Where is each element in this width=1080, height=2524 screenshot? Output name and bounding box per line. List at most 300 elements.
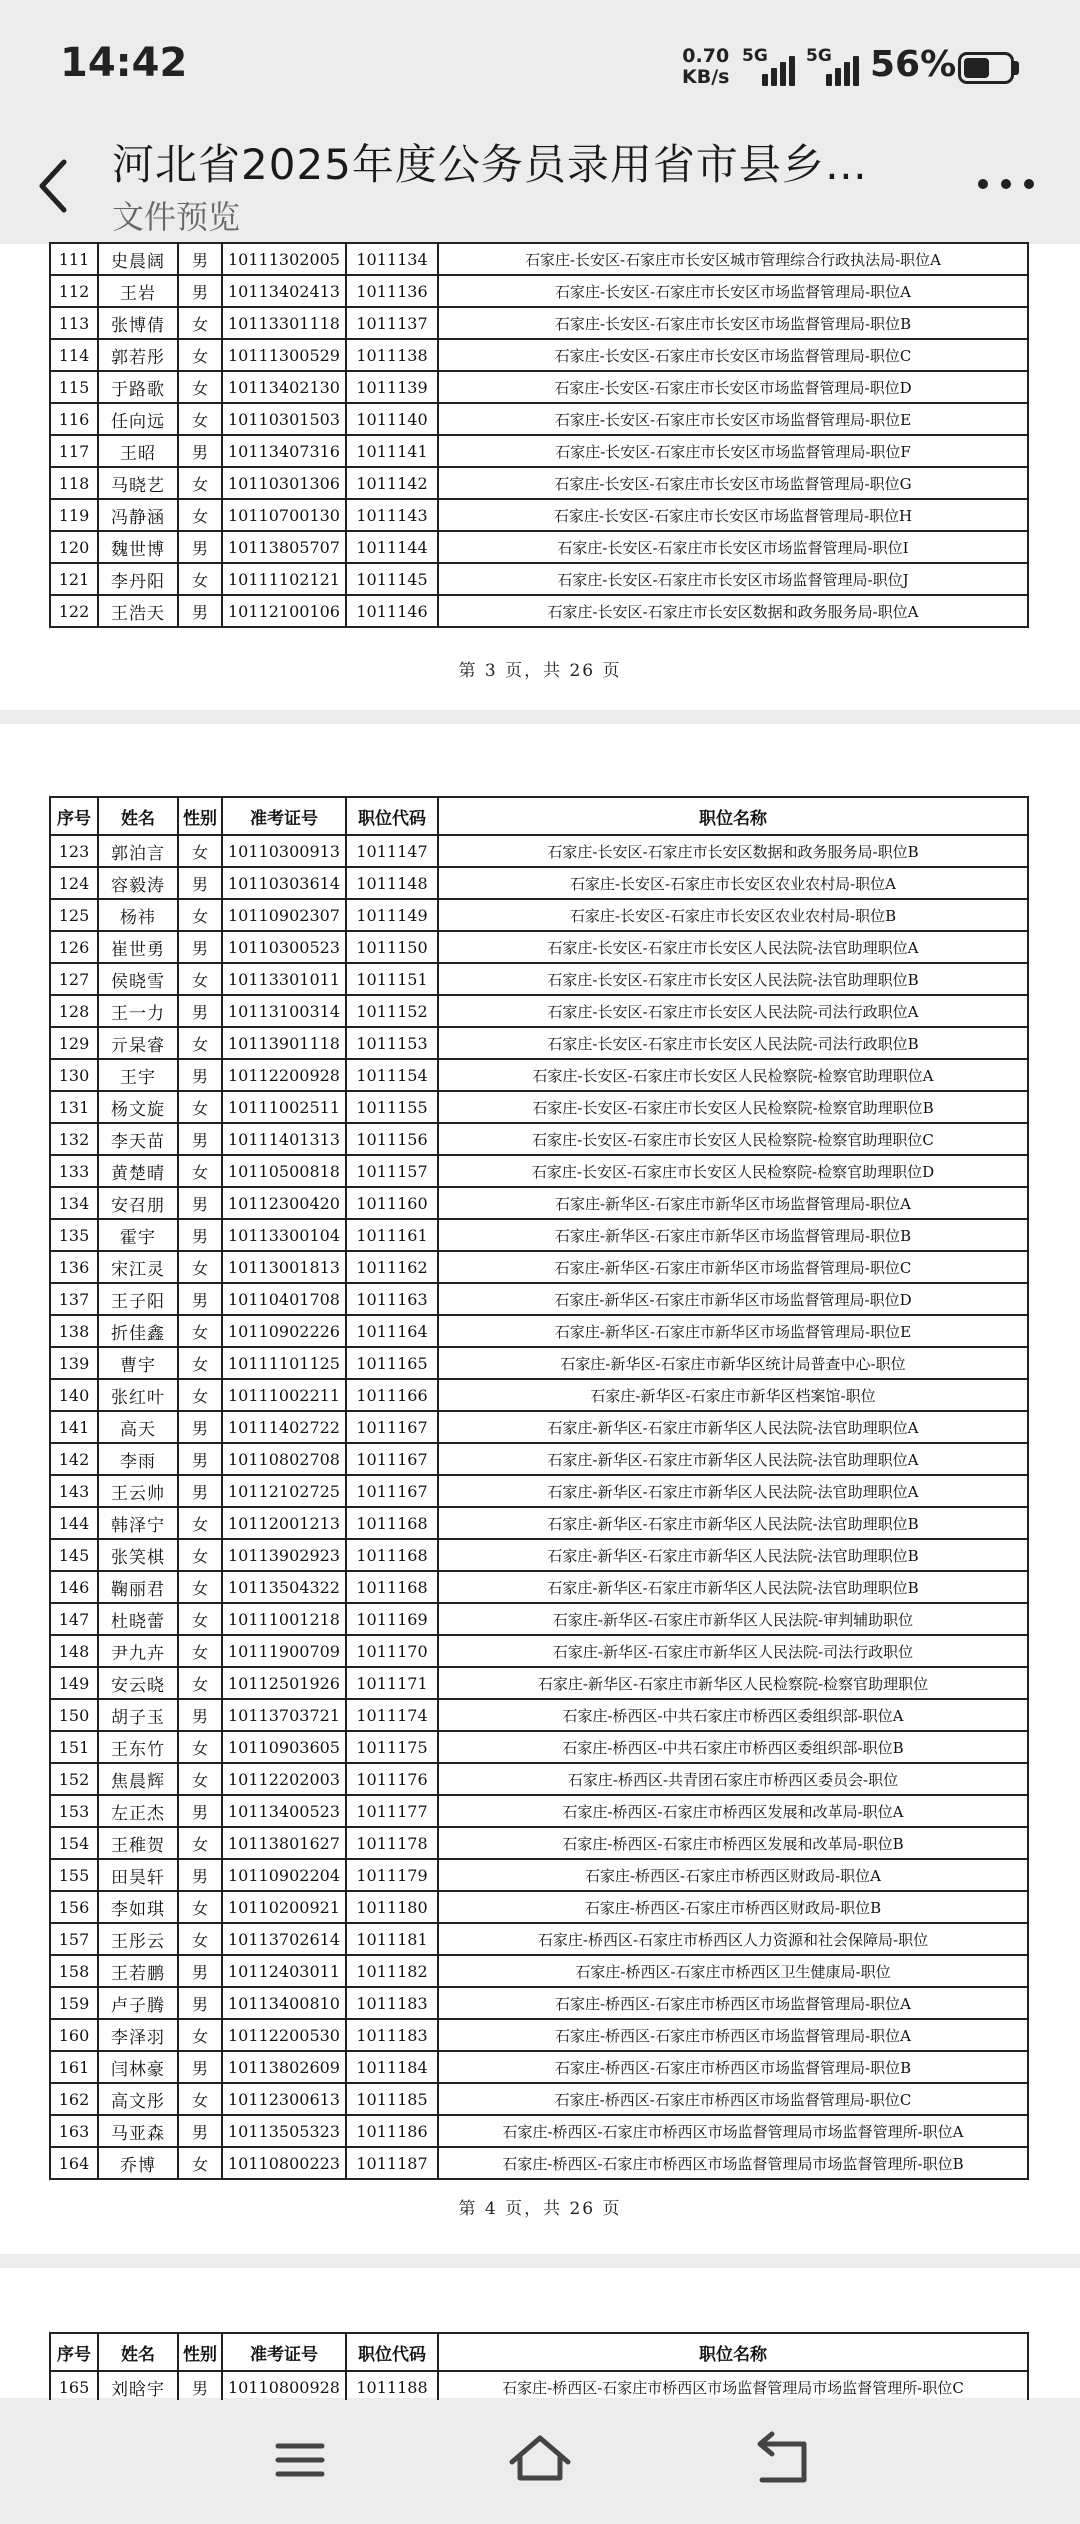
pdf-page-3[interactable] xyxy=(0,244,1080,710)
seq-cell: 153 xyxy=(50,1795,98,1827)
exam-number-cell: 10112200928 xyxy=(222,1059,346,1091)
exam-number-cell: 10110401708 xyxy=(222,1283,346,1315)
table-row xyxy=(50,1763,1028,1795)
network-speed-unit: KB/s xyxy=(682,66,730,88)
pdf-page-4[interactable] xyxy=(0,724,1080,2254)
name-cell: 折佳鑫 xyxy=(98,1315,178,1347)
name-cell: 张笑棋 xyxy=(98,1539,178,1571)
name-cell: 李如琪 xyxy=(98,1891,178,1923)
exam-number-cell: 10110800928 xyxy=(222,2371,346,2403)
column-header: 姓名 xyxy=(98,797,178,835)
table-row xyxy=(50,1955,1028,1987)
table-row xyxy=(50,371,1028,403)
seq-cell: 117 xyxy=(50,435,98,467)
name-cell: 杜晓蕾 xyxy=(98,1603,178,1635)
status-time: 14:42 xyxy=(60,40,188,86)
table-row xyxy=(50,1475,1028,1507)
position-name-cell: 石家庄-长安区-石家庄市长安区人民法院-司法行政职位B xyxy=(438,1027,1028,1059)
name-cell: 于路歌 xyxy=(98,371,178,403)
name-cell: 刘晗宇 xyxy=(98,2371,178,2403)
name-cell: 卢子腾 xyxy=(98,1987,178,2019)
column-header: 性别 xyxy=(178,797,222,835)
position-name-cell: 石家庄-长安区-石家庄市长安区市场监督管理局-职位A xyxy=(438,275,1028,307)
seq-cell: 149 xyxy=(50,1667,98,1699)
back-icon xyxy=(700,2400,860,2520)
position-code-cell: 1011134 xyxy=(346,243,438,275)
column-header: 姓名 xyxy=(98,2333,178,2371)
exam-number-cell: 10113402130 xyxy=(222,371,346,403)
seq-cell: 111 xyxy=(50,243,98,275)
position-code-cell: 1011186 xyxy=(346,2115,438,2147)
position-name-cell: 石家庄-长安区-石家庄市长安区市场监督管理局-职位B xyxy=(438,307,1028,339)
name-cell: 王彤云 xyxy=(98,1923,178,1955)
seq-cell: 160 xyxy=(50,2019,98,2051)
position-code-cell: 1011165 xyxy=(346,1347,438,1379)
position-code-cell: 1011145 xyxy=(346,563,438,595)
position-name-cell: 石家庄-长安区-石家庄市长安区市场监督管理局-职位E xyxy=(438,403,1028,435)
table-row xyxy=(50,307,1028,339)
gender-cell: 女 xyxy=(178,1155,222,1187)
battery-percent: 56% xyxy=(870,44,957,85)
sim1-signal-icon xyxy=(742,46,804,86)
gender-cell: 女 xyxy=(178,1091,222,1123)
gender-cell: 女 xyxy=(178,499,222,531)
gender-cell: 男 xyxy=(178,995,222,1027)
gender-cell: 女 xyxy=(178,1667,222,1699)
exam-number-cell: 10111002511 xyxy=(222,1091,346,1123)
position-code-cell: 1011170 xyxy=(346,1635,438,1667)
name-cell: 王稚贺 xyxy=(98,1827,178,1859)
name-cell: 王子阳 xyxy=(98,1283,178,1315)
name-cell: 李泽羽 xyxy=(98,2019,178,2051)
seq-cell: 135 xyxy=(50,1219,98,1251)
position-name-cell: 石家庄-桥西区-石家庄市桥西区人力资源和社会保障局-职位 xyxy=(438,1923,1028,1955)
seq-cell: 140 xyxy=(50,1379,98,1411)
back-nav-button[interactable] xyxy=(700,2400,860,2520)
position-name-cell: 石家庄-新华区-石家庄市新华区人民法院-法官助理职位A xyxy=(438,1411,1028,1443)
table-row xyxy=(50,1507,1028,1539)
table-row xyxy=(50,499,1028,531)
position-code-cell: 1011179 xyxy=(346,1859,438,1891)
table-row xyxy=(50,1891,1028,1923)
column-header: 准考证号 xyxy=(222,2333,346,2371)
seq-cell: 162 xyxy=(50,2083,98,2115)
gender-cell: 女 xyxy=(178,339,222,371)
status-bar xyxy=(0,0,1080,130)
position-name-cell: 石家庄-桥西区-石家庄市桥西区市场监督管理局-职位C xyxy=(438,2083,1028,2115)
seq-cell: 122 xyxy=(50,595,98,627)
position-code-cell: 1011143 xyxy=(346,499,438,531)
name-cell: 王若鹏 xyxy=(98,1955,178,1987)
table-row xyxy=(50,1603,1028,1635)
pdf-page-5[interactable] xyxy=(0,2268,1080,2398)
name-cell: 田昊轩 xyxy=(98,1859,178,1891)
position-name-cell: 石家庄-桥西区-石家庄市桥西区市场监督管理局市场监督管理所-职位A xyxy=(438,2115,1028,2147)
table-row xyxy=(50,2115,1028,2147)
position-name-cell: 石家庄-桥西区-中共石家庄市桥西区委组织部-职位A xyxy=(438,1699,1028,1731)
column-header: 职位名称 xyxy=(438,2333,1028,2371)
table-row xyxy=(50,1731,1028,1763)
seq-cell: 123 xyxy=(50,835,98,867)
position-code-cell: 1011155 xyxy=(346,1091,438,1123)
gender-cell: 男 xyxy=(178,2051,222,2083)
seq-cell: 127 xyxy=(50,963,98,995)
table-row xyxy=(50,2083,1028,2115)
table-row xyxy=(50,1219,1028,1251)
gender-cell: 男 xyxy=(178,1475,222,1507)
position-code-cell: 1011180 xyxy=(346,1891,438,1923)
position-name-cell: 石家庄-长安区-石家庄市长安区人民法院-法官助理职位B xyxy=(438,963,1028,995)
table-row xyxy=(50,2147,1028,2179)
home-icon xyxy=(460,2400,620,2520)
name-cell: 高文彤 xyxy=(98,2083,178,2115)
position-name-cell: 石家庄-长安区-石家庄市长安区人民法院-法官助理职位A xyxy=(438,931,1028,963)
seq-cell: 163 xyxy=(50,2115,98,2147)
position-code-cell: 1011167 xyxy=(346,1443,438,1475)
position-code-cell: 1011163 xyxy=(346,1283,438,1315)
seq-cell: 128 xyxy=(50,995,98,1027)
table-row xyxy=(50,1059,1028,1091)
column-header: 职位名称 xyxy=(438,797,1028,835)
seq-cell: 113 xyxy=(50,307,98,339)
back-button[interactable] xyxy=(30,150,80,220)
position-name-cell: 石家庄-新华区-石家庄市新华区市场监督管理局-职位B xyxy=(438,1219,1028,1251)
exam-number-cell: 10111402722 xyxy=(222,1411,346,1443)
position-code-cell: 1011182 xyxy=(346,1955,438,1987)
table-row xyxy=(50,2051,1028,2083)
gender-cell: 男 xyxy=(178,1059,222,1091)
exam-number-cell: 10111302005 xyxy=(222,243,346,275)
exam-number-cell: 10113703721 xyxy=(222,1699,346,1731)
seq-cell: 125 xyxy=(50,899,98,931)
position-name-cell: 石家庄-长安区-石家庄市长安区市场监督管理局-职位F xyxy=(438,435,1028,467)
gender-cell: 男 xyxy=(178,1955,222,1987)
table-row xyxy=(50,1155,1028,1187)
menu-icon xyxy=(220,2400,380,2520)
position-code-cell: 1011178 xyxy=(346,1827,438,1859)
seq-cell: 154 xyxy=(50,1827,98,1859)
position-name-cell: 石家庄-长安区-石家庄市长安区人民法院-司法行政职位A xyxy=(438,995,1028,1027)
app-header xyxy=(0,130,1080,242)
gender-cell: 男 xyxy=(178,243,222,275)
exam-number-cell: 10110301306 xyxy=(222,467,346,499)
exam-number-cell: 10112300420 xyxy=(222,1187,346,1219)
table-row xyxy=(50,1699,1028,1731)
position-name-cell: 石家庄-桥西区-石家庄市桥西区财政局-职位A xyxy=(438,1859,1028,1891)
gender-cell: 女 xyxy=(178,2147,222,2179)
gender-cell: 男 xyxy=(178,435,222,467)
exam-number-cell: 10113702614 xyxy=(222,1923,346,1955)
gender-cell: 男 xyxy=(178,275,222,307)
position-name-cell: 石家庄-桥西区-共青团石家庄市桥西区委员会-职位 xyxy=(438,1763,1028,1795)
name-cell: 曹宇 xyxy=(98,1347,178,1379)
chevron-left-icon xyxy=(30,150,80,220)
exam-number-cell: 10111002211 xyxy=(222,1379,346,1411)
table-row xyxy=(50,435,1028,467)
gender-cell: 男 xyxy=(178,595,222,627)
position-name-cell: 石家庄-桥西区-石家庄市桥西区市场监督管理局市场监督管理所-职位C xyxy=(438,2371,1028,2403)
position-code-cell: 1011166 xyxy=(346,1379,438,1411)
table-row xyxy=(50,1283,1028,1315)
position-code-cell: 1011152 xyxy=(346,995,438,1027)
name-cell: 焦晨辉 xyxy=(98,1763,178,1795)
gender-cell: 女 xyxy=(178,899,222,931)
home-button[interactable] xyxy=(460,2400,620,2520)
name-cell: 侯晓雪 xyxy=(98,963,178,995)
table-row xyxy=(50,467,1028,499)
table-row xyxy=(50,1027,1028,1059)
name-cell: 黄楚晴 xyxy=(98,1155,178,1187)
seq-cell: 157 xyxy=(50,1923,98,1955)
seq-cell: 158 xyxy=(50,1955,98,1987)
exam-number-cell: 10113100314 xyxy=(222,995,346,1027)
table-row xyxy=(50,1827,1028,1859)
gender-cell: 男 xyxy=(178,531,222,563)
name-cell: 王岩 xyxy=(98,275,178,307)
seq-cell: 132 xyxy=(50,1123,98,1155)
gender-cell: 女 xyxy=(178,835,222,867)
seq-cell: 164 xyxy=(50,2147,98,2179)
gender-cell: 男 xyxy=(178,1443,222,1475)
gender-cell: 女 xyxy=(178,1251,222,1283)
gender-cell: 男 xyxy=(178,931,222,963)
seq-cell: 137 xyxy=(50,1283,98,1315)
position-code-cell: 1011153 xyxy=(346,1027,438,1059)
name-cell: 乔博 xyxy=(98,2147,178,2179)
position-name-cell: 石家庄-新华区-石家庄市新华区市场监督管理局-职位E xyxy=(438,1315,1028,1347)
sim1-label: 5G xyxy=(742,46,768,66)
table-row xyxy=(50,1347,1028,1379)
name-cell: 崔世勇 xyxy=(98,931,178,963)
position-code-cell: 1011164 xyxy=(346,1315,438,1347)
position-code-cell: 1011162 xyxy=(346,1251,438,1283)
position-code-cell: 1011136 xyxy=(346,275,438,307)
exam-number-cell: 10111001218 xyxy=(222,1603,346,1635)
more-dots-icon xyxy=(978,179,988,189)
position-code-cell: 1011144 xyxy=(346,531,438,563)
exam-number-cell: 10112102725 xyxy=(222,1475,346,1507)
column-header: 职位代码 xyxy=(346,797,438,835)
name-cell: 杨祎 xyxy=(98,899,178,931)
table-row xyxy=(50,1635,1028,1667)
gender-cell: 男 xyxy=(178,1187,222,1219)
position-code-cell: 1011171 xyxy=(346,1667,438,1699)
position-name-cell: 石家庄-长安区-石家庄市长安区市场监督管理局-职位J xyxy=(438,563,1028,595)
position-name-cell: 石家庄-新华区-石家庄市新华区人民检察院-检察官助理职位 xyxy=(438,1667,1028,1699)
menu-button[interactable] xyxy=(220,2400,380,2520)
name-cell: 鞠丽君 xyxy=(98,1571,178,1603)
position-name-cell: 石家庄-桥西区-石家庄市桥西区市场监督管理局-职位A xyxy=(438,2019,1028,2051)
seq-cell: 142 xyxy=(50,1443,98,1475)
position-code-cell: 1011181 xyxy=(346,1923,438,1955)
gender-cell: 女 xyxy=(178,1379,222,1411)
position-code-cell: 1011169 xyxy=(346,1603,438,1635)
position-code-cell: 1011138 xyxy=(346,339,438,371)
exam-number-cell: 10113400523 xyxy=(222,1795,346,1827)
name-cell: 宋江灵 xyxy=(98,1251,178,1283)
position-code-cell: 1011168 xyxy=(346,1507,438,1539)
position-name-cell: 石家庄-桥西区-石家庄市桥西区市场监督管理局-职位B xyxy=(438,2051,1028,2083)
position-name-cell: 石家庄-长安区-石家庄市长安区数据和政务服务局-职位A xyxy=(438,595,1028,627)
exam-number-cell: 10112501926 xyxy=(222,1667,346,1699)
position-name-cell: 石家庄-长安区-石家庄市长安区农业农村局-职位A xyxy=(438,867,1028,899)
name-cell: 张博倩 xyxy=(98,307,178,339)
network-speed xyxy=(682,46,729,88)
name-cell: 韩泽宁 xyxy=(98,1507,178,1539)
name-cell: 郭泊言 xyxy=(98,835,178,867)
position-code-cell: 1011175 xyxy=(346,1731,438,1763)
table-row xyxy=(50,899,1028,931)
battery-fill xyxy=(964,58,989,78)
seq-cell: 120 xyxy=(50,531,98,563)
seq-cell: 134 xyxy=(50,1187,98,1219)
position-name-cell: 石家庄-长安区-石家庄市长安区市场监督管理局-职位H xyxy=(438,499,1028,531)
position-name-cell: 石家庄-新华区-石家庄市新华区人民法院-法官助理职位A xyxy=(438,1443,1028,1475)
gender-cell: 女 xyxy=(178,1763,222,1795)
system-nav-bar xyxy=(0,2400,1080,2520)
gender-cell: 女 xyxy=(178,1571,222,1603)
exam-number-cell: 10113402413 xyxy=(222,275,346,307)
position-name-cell: 石家庄-长安区-石家庄市长安区市场监督管理局-职位G xyxy=(438,467,1028,499)
table-row xyxy=(50,1411,1028,1443)
exam-number-cell: 10110200921 xyxy=(222,1891,346,1923)
network-speed-value: 0.70 xyxy=(682,45,730,67)
name-cell: 张红叶 xyxy=(98,1379,178,1411)
exam-number-cell: 10111300529 xyxy=(222,339,346,371)
table-header-row xyxy=(50,2333,1028,2371)
exam-number-cell: 10113301011 xyxy=(222,963,346,995)
position-code-cell: 1011185 xyxy=(346,2083,438,2115)
table-row xyxy=(50,931,1028,963)
exam-number-cell: 10110300913 xyxy=(222,835,346,867)
position-code-cell: 1011183 xyxy=(346,2019,438,2051)
position-code-cell: 1011141 xyxy=(346,435,438,467)
name-cell: 史晨阔 xyxy=(98,243,178,275)
table-row xyxy=(50,1123,1028,1155)
position-code-cell: 1011184 xyxy=(346,2051,438,2083)
seq-cell: 119 xyxy=(50,499,98,531)
table-row xyxy=(50,1923,1028,1955)
position-name-cell: 石家庄-桥西区-石家庄市桥西区财政局-职位B xyxy=(438,1891,1028,1923)
sim2-signal-icon xyxy=(806,46,868,86)
gender-cell: 女 xyxy=(178,1635,222,1667)
seq-cell: 116 xyxy=(50,403,98,435)
position-code-cell: 1011150 xyxy=(346,931,438,963)
seq-cell: 150 xyxy=(50,1699,98,1731)
gender-cell: 男 xyxy=(178,1411,222,1443)
position-name-cell: 石家庄-桥西区-石家庄市桥西区市场监督管理局市场监督管理所-职位B xyxy=(438,2147,1028,2179)
gender-cell: 男 xyxy=(178,867,222,899)
more-options-button[interactable] xyxy=(978,174,1034,194)
name-cell: 王浩天 xyxy=(98,595,178,627)
position-code-cell: 1011174 xyxy=(346,1699,438,1731)
document-title: 河北省2025年度公务员录用省市县乡… xyxy=(112,140,868,189)
table-row xyxy=(50,1251,1028,1283)
position-name-cell: 石家庄-长安区-石家庄市长安区城市管理综合行政执法局-职位A xyxy=(438,243,1028,275)
position-code-cell: 1011177 xyxy=(346,1795,438,1827)
gender-cell: 男 xyxy=(178,2115,222,2147)
position-name-cell: 石家庄-新华区-石家庄市新华区人民法院-审判辅助职位 xyxy=(438,1603,1028,1635)
table-row xyxy=(50,1315,1028,1347)
exam-number-cell: 10110301503 xyxy=(222,403,346,435)
position-code-cell: 1011147 xyxy=(346,835,438,867)
exam-number-cell: 10112200530 xyxy=(222,2019,346,2051)
exam-number-cell: 10113805707 xyxy=(222,531,346,563)
position-name-cell: 石家庄-新华区-石家庄市新华区市场监督管理局-职位C xyxy=(438,1251,1028,1283)
table-row xyxy=(50,963,1028,995)
exam-number-cell: 10113407316 xyxy=(222,435,346,467)
gender-cell: 女 xyxy=(178,1315,222,1347)
column-header: 性别 xyxy=(178,2333,222,2371)
exam-number-cell: 10113301118 xyxy=(222,307,346,339)
exam-number-cell: 10112100106 xyxy=(222,595,346,627)
seq-cell: 161 xyxy=(50,2051,98,2083)
gender-cell: 女 xyxy=(178,2019,222,2051)
position-name-cell: 石家庄-长安区-石家庄市长安区人民检察院-检察官助理职位B xyxy=(438,1091,1028,1123)
name-cell: 闫林豪 xyxy=(98,2051,178,2083)
position-name-cell: 石家庄-桥西区-中共石家庄市桥西区委组织部-职位B xyxy=(438,1731,1028,1763)
position-name-cell: 石家庄-长安区-石家庄市长安区市场监督管理局-职位D xyxy=(438,371,1028,403)
page-footer: 第 3 页，共 26 页 xyxy=(458,661,622,681)
seq-cell: 124 xyxy=(50,867,98,899)
name-cell: 马晓艺 xyxy=(98,467,178,499)
position-code-cell: 1011160 xyxy=(346,1187,438,1219)
position-name-cell: 石家庄-长安区-石家庄市长安区人民检察院-检察官助理职位D xyxy=(438,1155,1028,1187)
table-row xyxy=(50,1187,1028,1219)
position-code-cell: 1011149 xyxy=(346,899,438,931)
seq-cell: 112 xyxy=(50,275,98,307)
seq-cell: 129 xyxy=(50,1027,98,1059)
gender-cell: 男 xyxy=(178,1219,222,1251)
name-cell: 安召朋 xyxy=(98,1187,178,1219)
seq-cell: 143 xyxy=(50,1475,98,1507)
position-name-cell: 石家庄-新华区-石家庄市新华区市场监督管理局-职位D xyxy=(438,1283,1028,1315)
seq-cell: 156 xyxy=(50,1891,98,1923)
position-code-cell: 1011183 xyxy=(346,1987,438,2019)
position-code-cell: 1011156 xyxy=(346,1123,438,1155)
position-code-cell: 1011176 xyxy=(346,1763,438,1795)
exam-number-cell: 10110902204 xyxy=(222,1859,346,1891)
name-cell: 王东竹 xyxy=(98,1731,178,1763)
exam-number-cell: 10110500818 xyxy=(222,1155,346,1187)
name-cell: 魏世博 xyxy=(98,531,178,563)
exam-number-cell: 10112300613 xyxy=(222,2083,346,2115)
table-row xyxy=(50,243,1028,275)
seq-cell: 126 xyxy=(50,931,98,963)
gender-cell: 女 xyxy=(178,1027,222,1059)
seq-cell: 131 xyxy=(50,1091,98,1123)
position-code-cell: 1011151 xyxy=(346,963,438,995)
table-row xyxy=(50,531,1028,563)
position-code-cell: 1011161 xyxy=(346,1219,438,1251)
table-row xyxy=(50,1443,1028,1475)
position-name-cell: 石家庄-新华区-石家庄市新华区档案馆-职位 xyxy=(438,1379,1028,1411)
table-row xyxy=(50,1987,1028,2019)
gender-cell: 女 xyxy=(178,1923,222,1955)
table-row xyxy=(50,339,1028,371)
exam-number-cell: 10113801627 xyxy=(222,1827,346,1859)
seq-cell: 144 xyxy=(50,1507,98,1539)
gender-cell: 男 xyxy=(178,1859,222,1891)
gender-cell: 女 xyxy=(178,1347,222,1379)
table-row xyxy=(50,867,1028,899)
results-table xyxy=(49,2332,1029,2404)
seq-cell: 139 xyxy=(50,1347,98,1379)
name-cell: 亓杲睿 xyxy=(98,1027,178,1059)
table-row xyxy=(50,563,1028,595)
table-row xyxy=(50,995,1028,1027)
seq-cell: 141 xyxy=(50,1411,98,1443)
